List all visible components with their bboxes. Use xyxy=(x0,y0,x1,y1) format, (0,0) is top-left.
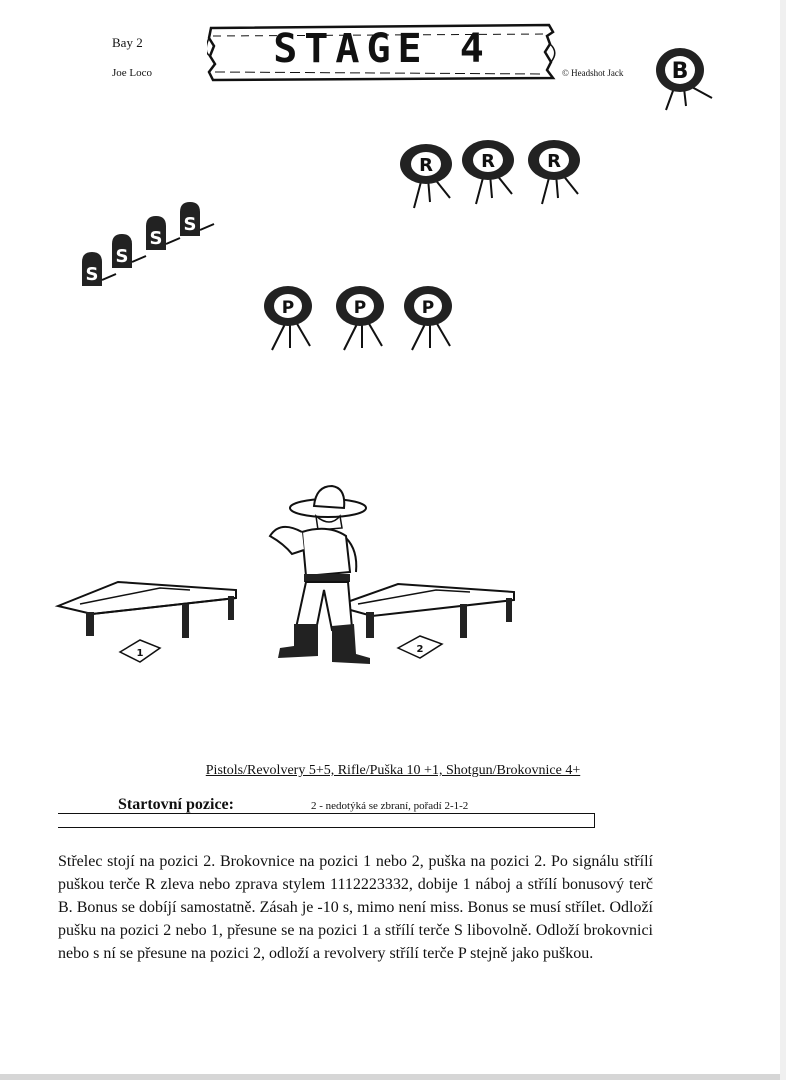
round-target-icon xyxy=(458,136,520,208)
pistol-target-p-3 xyxy=(400,284,462,356)
stage-description: Střelec stojí na pozici 2. Brokovnice na pozici 1 nebo 2, puška na pozici 2. Po signálu střílí puškou terče R zleva nebo zprava stylem 1112223332, dobije 1 náboj a střílí bonusový terč B. Bonus se dobíjí samostatně. Zásah je -10 s, mimo není miss. Bonus se musí střílet. Odloží pušku na pozici 2 nebo 1, přesune se na pozici 1 a střílí terče S libovolně. Odloží brokovnici nebo s ní se přesune na pozici 2, odloží a revolvery střílí terče P stejně jako puškou. xyxy=(58,853,653,962)
target-letter: P xyxy=(421,298,435,318)
rifle-target-r-2 xyxy=(458,136,520,208)
scan-edge-right xyxy=(780,0,786,1080)
start-field-top-border xyxy=(58,813,595,814)
plate-target-icon xyxy=(176,200,216,238)
pistol-target-p-1 xyxy=(260,284,322,356)
target-letter: S xyxy=(115,246,129,267)
stage-title: STAGE 4 xyxy=(273,26,491,72)
round-target-icon xyxy=(332,284,394,356)
bay-label: Bay 2 xyxy=(112,35,143,50)
bonus-target-letter: B xyxy=(671,59,689,84)
copyright-label: © Headshot Jack xyxy=(562,68,624,78)
start-position-label: Startovní pozice: xyxy=(118,796,234,813)
target-letter: P xyxy=(353,298,367,318)
shotgun-target-s-4 xyxy=(176,200,216,238)
shooting-table-1-icon xyxy=(58,582,236,638)
rifle-target-r-1 xyxy=(396,140,458,212)
stage-banner xyxy=(207,22,557,82)
position-marker-2-icon xyxy=(398,636,442,658)
target-letter: R xyxy=(547,151,561,172)
bonus-target-b xyxy=(650,46,714,112)
target-letter: R xyxy=(481,151,495,172)
target-letter: S xyxy=(85,264,99,285)
round-target-icon xyxy=(396,140,458,212)
round-target-icon xyxy=(260,284,322,356)
position-marker-1-icon xyxy=(120,640,160,662)
position-marker-2-label: 2 xyxy=(416,644,424,655)
round-target-icon xyxy=(400,284,462,356)
start-field-right-border xyxy=(594,813,595,828)
stage-scene xyxy=(40,480,560,680)
position-marker-1-label: 1 xyxy=(136,648,144,659)
firearms-requirements: Pistols/Revolvery 5+5, Rifle/Puška 10 +1, Shotgun/Brokovnice 4+ xyxy=(205,763,581,778)
cowboy-shooter-icon xyxy=(270,486,370,664)
pistol-target-p-2 xyxy=(332,284,394,356)
round-target-icon xyxy=(650,46,714,112)
scan-edge-bottom xyxy=(0,1074,786,1080)
start-field-bottom-border xyxy=(58,827,595,828)
target-letter: R xyxy=(419,155,433,176)
target-letter: P xyxy=(281,298,295,318)
target-letter: S xyxy=(149,228,163,249)
scene-illustration xyxy=(40,480,560,680)
author-label: Joe Loco xyxy=(112,67,153,79)
start-position-value: 2 - nedotýká se zbraní, pořadí 2-1-2 xyxy=(311,800,469,812)
rifle-target-r-3 xyxy=(524,136,586,208)
shooting-table-2-icon xyxy=(336,584,514,638)
round-target-icon xyxy=(524,136,586,208)
target-letter: S xyxy=(183,214,197,235)
